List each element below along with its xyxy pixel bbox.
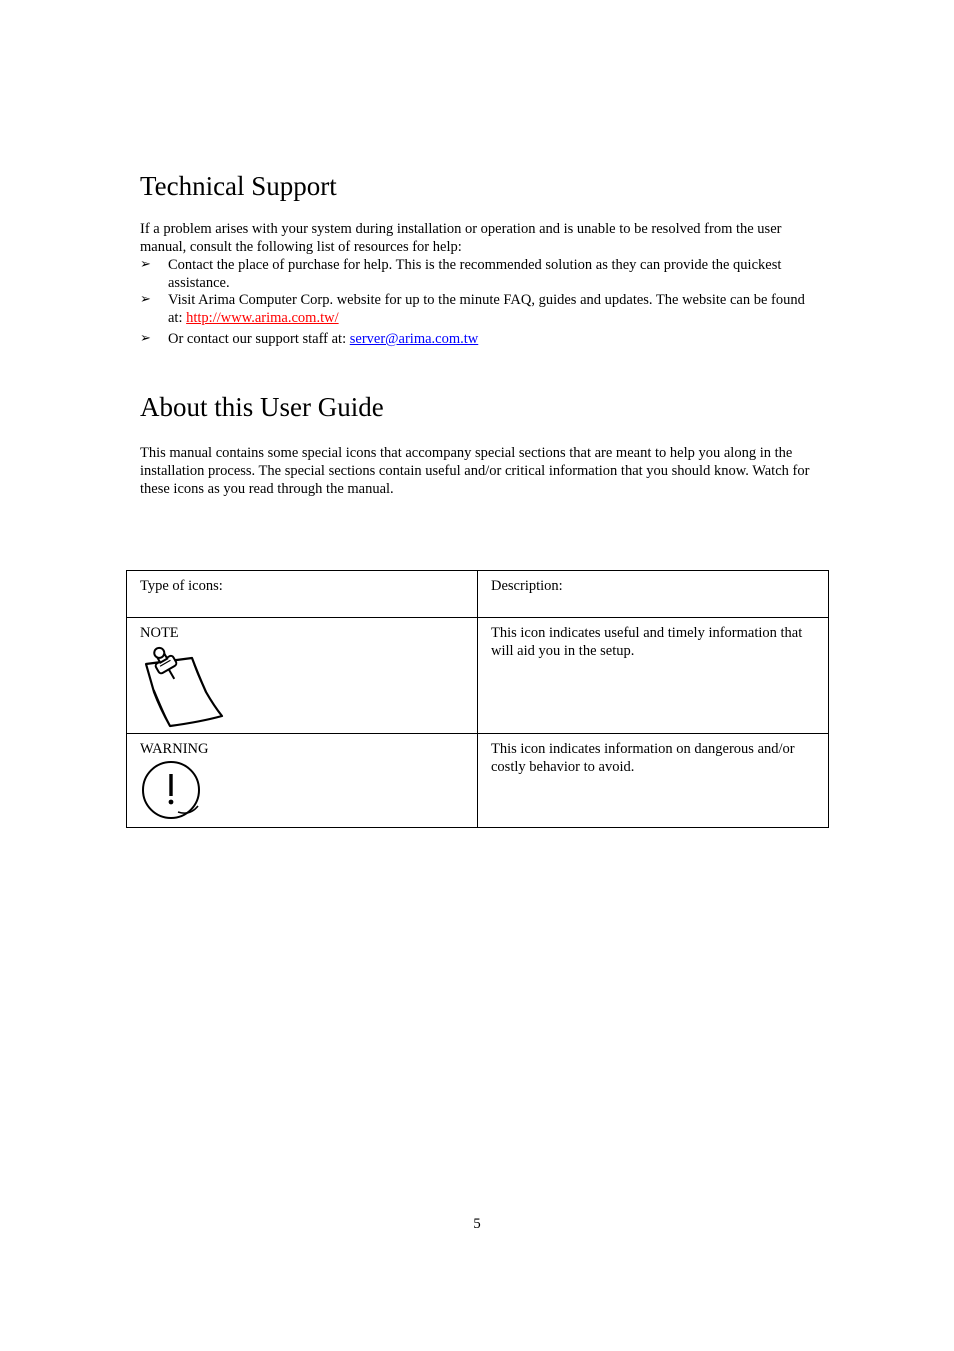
icon-description-cell: This icon indicates information on dangerous and/or costly behavior to avoid. (478, 734, 829, 828)
icon-description-cell: This icon indicates useful and timely information that will aid you in the setup. (478, 618, 829, 734)
page-number: 5 (473, 1216, 481, 1232)
icon-type-cell (127, 618, 478, 734)
arrowhead-bullet-icon: ➢ (140, 331, 151, 346)
arima-website-link[interactable]: http://www.arima.com.tw/ (186, 310, 339, 326)
icon-type-cell (127, 734, 478, 828)
header-description-cell: Description: (478, 571, 829, 618)
arrowhead-bullet-icon: ➢ (140, 292, 151, 307)
about-user-guide-heading: About this User Guide (140, 392, 384, 422)
list-item-text: Or contact our support staff at: (168, 331, 350, 347)
arrowhead-bullet-icon: ➢ (140, 257, 151, 272)
about-user-guide-intro: This manual contains some special icons that accompany special sections that are meant to help you along in the installation process. The special sections contain useful and/or critical information that you should know. Watch for these icons as you read through the manual. (140, 445, 810, 497)
icon-legend-table (126, 570, 829, 828)
exclamation-circle-icon (140, 760, 467, 827)
header-type-cell: Type of icons: (127, 571, 478, 618)
icon-type-label: WARNING (140, 741, 209, 757)
list-item-text: Contact the place of purchase for help. This is the recommended solution as they can provide the quickest assistance. (168, 257, 782, 291)
support-email-link[interactable]: server@arima.com.tw (349, 331, 479, 347)
list-item-text-wrap (168, 291, 810, 327)
technical-support-intro: If a problem arises with your system during installation or operation and is unable to be resolved from the user manual, consult the following list of resources for help: (140, 221, 782, 255)
icon-type-label: NOTE (140, 625, 179, 641)
technical-support-heading: Technical Support (140, 171, 337, 201)
pushpin-note-icon (140, 644, 467, 733)
list-item-text-wrap (168, 330, 810, 348)
table-row (127, 734, 829, 828)
table-header-row (127, 571, 829, 618)
list-item-text: Visit Arima Computer Corp. website for up to the minute FAQ, guides and updates. The website can be found at: (168, 292, 805, 326)
table-row (127, 618, 829, 734)
